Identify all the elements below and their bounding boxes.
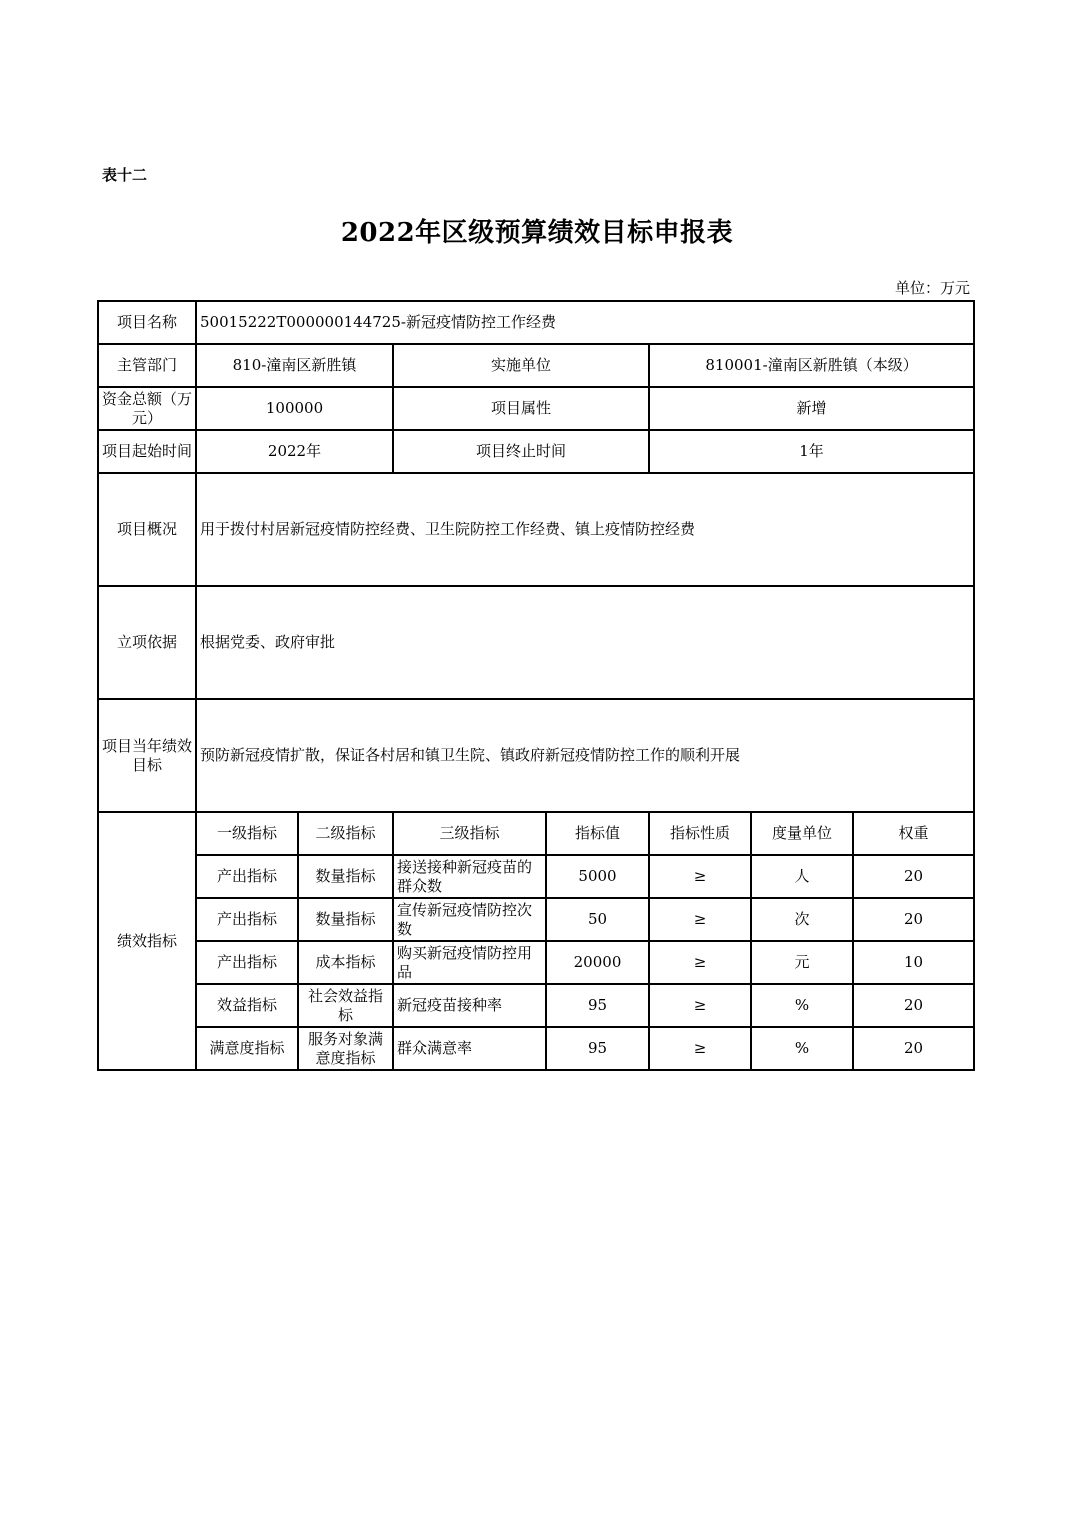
weight-cell: 10 <box>853 941 974 984</box>
end-time-value: 1年 <box>649 430 974 473</box>
indicator-row <box>98 984 974 1027</box>
level3-cell: 宣传新冠疫情防控次数 <box>393 898 546 941</box>
row-annual-goal <box>98 699 974 812</box>
basis-value: 根据党委、政府审批 <box>196 586 974 699</box>
total-funding-value: 100000 <box>196 387 393 430</box>
level2-cell: 数量指标 <box>298 898 393 941</box>
level2-cell: 成本指标 <box>298 941 393 984</box>
project-name-value: 50015222T000000144725-新冠疫情防控工作经费 <box>196 301 974 344</box>
weight-cell: 20 <box>853 984 974 1027</box>
value-cell: 95 <box>546 984 649 1027</box>
unit-cell: % <box>751 1027 853 1070</box>
nature-cell: ≥ <box>649 1027 751 1070</box>
total-funding-label: 资金总额（万元） <box>98 387 196 430</box>
unit-cell: 人 <box>751 855 853 898</box>
indicator-header-row <box>98 812 974 855</box>
indicator-row <box>98 898 974 941</box>
level1-cell: 产出指标 <box>196 855 298 898</box>
unit-cell: 元 <box>751 941 853 984</box>
overview-value: 用于拨付村居新冠疫情防控经费、卫生院防控工作经费、镇上疫情防控经费 <box>196 473 974 586</box>
overview-label: 项目概况 <box>98 473 196 586</box>
row-period <box>98 430 974 473</box>
project-name-label: 项目名称 <box>98 301 196 344</box>
value-cell: 50 <box>546 898 649 941</box>
indicator-row <box>98 941 974 984</box>
budget-performance-table <box>97 300 975 1071</box>
header-unit: 度量单位 <box>751 812 853 855</box>
project-attribute-value: 新增 <box>649 387 974 430</box>
end-time-label: 项目终止时间 <box>393 430 649 473</box>
value-cell: 5000 <box>546 855 649 898</box>
level2-cell: 社会效益指标 <box>298 984 393 1027</box>
level3-cell: 购买新冠疫情防控用品 <box>393 941 546 984</box>
indicators-section-label: 绩效指标 <box>98 812 196 1070</box>
level1-cell: 满意度指标 <box>196 1027 298 1070</box>
nature-cell: ≥ <box>649 898 751 941</box>
unit-cell: 次 <box>751 898 853 941</box>
row-funding <box>98 387 974 430</box>
level1-cell: 效益指标 <box>196 984 298 1027</box>
weight-cell: 20 <box>853 898 974 941</box>
value-cell: 20000 <box>546 941 649 984</box>
row-basis <box>98 586 974 699</box>
annual-goal-label: 项目当年绩效目标 <box>98 699 196 812</box>
header-nature: 指标性质 <box>649 812 751 855</box>
indicator-row <box>98 1027 974 1070</box>
nature-cell: ≥ <box>649 984 751 1027</box>
row-overview <box>98 473 974 586</box>
department-value: 810-潼南区新胜镇 <box>196 344 393 387</box>
level1-cell: 产出指标 <box>196 941 298 984</box>
annual-goal-value: 预防新冠疫情扩散，保证各村居和镇卫生院、镇政府新冠疫情防控工作的顺利开展 <box>196 699 974 812</box>
department-label: 主管部门 <box>98 344 196 387</box>
level3-cell: 群众满意率 <box>393 1027 546 1070</box>
header-level2: 二级指标 <box>298 812 393 855</box>
page-title: 2022年区级预算绩效目标申报表 <box>340 218 734 248</box>
weight-cell: 20 <box>853 1027 974 1070</box>
indicator-row <box>98 855 974 898</box>
project-attribute-label: 项目属性 <box>393 387 649 430</box>
start-time-label: 项目起始时间 <box>98 430 196 473</box>
level1-cell: 产出指标 <box>196 898 298 941</box>
table-number: 表十二 <box>102 166 148 184</box>
unit-label: 单位：万元 <box>894 279 970 297</box>
unit-cell: % <box>751 984 853 1027</box>
row-project-name <box>98 301 974 344</box>
value-cell: 95 <box>546 1027 649 1070</box>
row-department <box>98 344 974 387</box>
header-level3: 三级指标 <box>393 812 546 855</box>
nature-cell: ≥ <box>649 941 751 984</box>
implementing-unit-label: 实施单位 <box>393 344 649 387</box>
start-time-value: 2022年 <box>196 430 393 473</box>
implementing-unit-value: 810001-潼南区新胜镇（本级） <box>649 344 974 387</box>
basis-label: 立项依据 <box>98 586 196 699</box>
level3-cell: 接送接种新冠疫苗的群众数 <box>393 855 546 898</box>
weight-cell: 20 <box>853 855 974 898</box>
header-value: 指标值 <box>546 812 649 855</box>
nature-cell: ≥ <box>649 855 751 898</box>
level2-cell: 服务对象满意度指标 <box>298 1027 393 1070</box>
level2-cell: 数量指标 <box>298 855 393 898</box>
header-level1: 一级指标 <box>196 812 298 855</box>
level3-cell: 新冠疫苗接种率 <box>393 984 546 1027</box>
header-weight: 权重 <box>853 812 974 855</box>
